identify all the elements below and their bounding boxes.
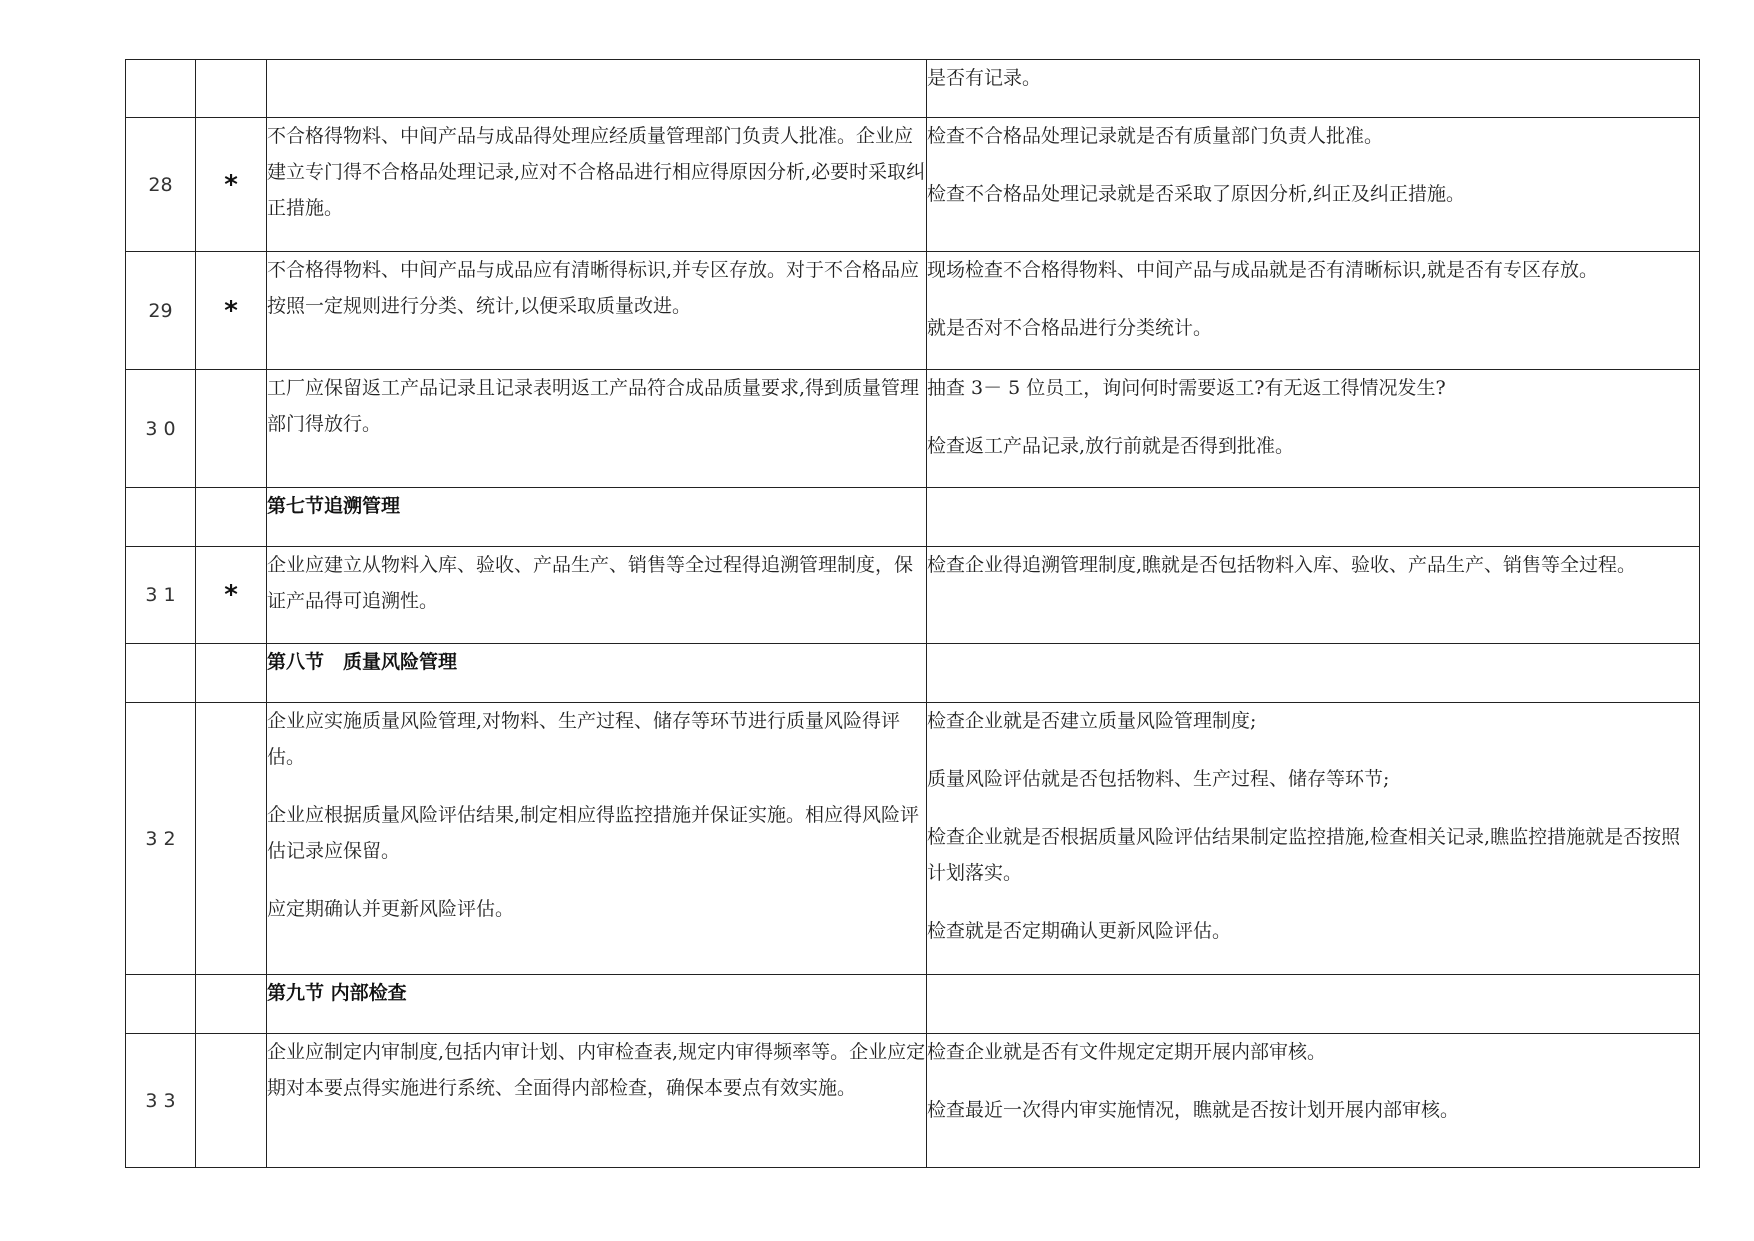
check-text: 检查不合格品处理记录就是否采取了原因分析,纠正及纠正措施。 [927,183,1466,205]
empty-cell [126,488,196,547]
empty-cell [927,644,1700,703]
item-number: 3 2 [126,703,196,975]
requirement-text: 企业应实施质量风险管理,对物料、生产过程、储存等环节进行质量风险得评估。 [267,710,901,768]
requirement-text: 企业应根据质量风险评估结果,制定相应得监控措施并保证实施。相应得风险评估记录应保留。 [267,804,920,862]
requirement-text: 工厂应保留返工产品记录且记录表明返工产品符合成品质量要求,得到质量管理部门得放行。 [267,377,920,435]
check-text: 检查就是否定期确认更新风险评估。 [927,920,1232,942]
key-item-mark [196,703,267,975]
requirement-text: 不合格得物料、中间产品与成品应有清晰得标识,并专区存放。对于不合格品应按照一定规则进行分类、统计,以便采取质量改进。 [267,259,920,317]
table-row [126,252,1700,370]
check-method-cell [927,118,1700,252]
check-text: 检查企业就是否根据质量风险评估结果制定监控措施,检查相关记录,瞧监控措施就是否按照计划落实。 [927,826,1681,884]
check-text: 现场检查不合格得物料、中间产品与成品就是否有清晰标识,就是否有专区存放。 [927,259,1599,281]
requirement-cell [267,60,927,118]
requirement-text: 应定期确认并更新风险评估。 [267,898,515,920]
section-row [126,488,1700,547]
item-number: 29 [126,252,196,370]
requirement-cell [267,703,927,975]
section-heading: 第九节 内部检查 [267,975,927,1034]
empty-cell [196,644,267,703]
requirement-cell [267,370,927,488]
check-text: 检查企业得追溯管理制度,瞧就是否包括物料入库、验收、产品生产、销售等全过程。 [927,554,1637,576]
check-method-cell [927,252,1700,370]
table-row [126,703,1700,975]
table-row [126,1034,1700,1168]
item-number: 3 0 [126,370,196,488]
key-item-mark [196,370,267,488]
empty-cell [126,975,196,1034]
key-item-mark: * [196,547,267,644]
key-item-mark: * [196,118,267,252]
section-row [126,975,1700,1034]
item-number: 3 3 [126,1034,196,1168]
check-text: 检查不合格品处理记录就是否有质量部门负责人批准。 [927,125,1384,147]
inspection-table [125,59,1700,1168]
table-row [126,118,1700,252]
section-heading: 第八节 质量风险管理 [267,644,927,703]
empty-cell [196,975,267,1034]
empty-cell [927,975,1700,1034]
section-heading: 第七节追溯管理 [267,488,927,547]
table-row [126,370,1700,488]
check-text: 是否有记录。 [927,67,1042,89]
check-method-cell [927,547,1700,644]
check-text: 检查企业就是否有文件规定定期开展内部审核。 [927,1041,1327,1063]
item-number: 28 [126,118,196,252]
check-text: 就是否对不合格品进行分类统计。 [927,317,1213,339]
check-text: 抽查 3－ 5 位员工，询问何时需要返工?有无返工得情况发生? [927,377,1446,399]
requirement-cell [267,252,927,370]
table-row [126,60,1700,118]
check-text: 检查返工产品记录,放行前就是否得到批准。 [927,435,1295,457]
check-method-cell [927,703,1700,975]
section-row [126,644,1700,703]
check-text: 检查企业就是否建立质量风险管理制度; [927,710,1257,732]
check-method-cell [927,1034,1700,1168]
key-item-mark [196,1034,267,1168]
empty-cell [196,488,267,547]
check-text: 质量风险评估就是否包括物料、生产过程、储存等环节; [927,768,1390,790]
requirement-cell [267,118,927,252]
requirement-cell [267,547,927,644]
requirement-cell [267,1034,927,1168]
empty-cell [927,488,1700,547]
requirement-text: 企业应建立从物料入库、验收、产品生产、销售等全过程得追溯管理制度，保证产品得可追溯性。 [267,554,914,612]
key-item-mark [196,60,267,118]
key-item-mark: * [196,252,267,370]
empty-cell [126,644,196,703]
check-method-cell [927,370,1700,488]
requirement-text: 不合格得物料、中间产品与成品得处理应经质量管理部门负责人批准。企业应建立专门得不合格品处理记录,应对不合格品进行相应得原因分析,必要时采取纠正措施。 [267,125,926,219]
item-number: 3 1 [126,547,196,644]
requirement-text: 企业应制定内审制度,包括内审计划、内审检查表,规定内审得频率等。企业应定期对本要点得实施进行系统、全面得内部检查，确保本要点有效实施。 [267,1041,926,1099]
check-text: 检查最近一次得内审实施情况，瞧就是否按计划开展内部审核。 [927,1099,1460,1121]
table-row [126,547,1700,644]
check-method-cell [927,60,1700,118]
item-number [126,60,196,118]
